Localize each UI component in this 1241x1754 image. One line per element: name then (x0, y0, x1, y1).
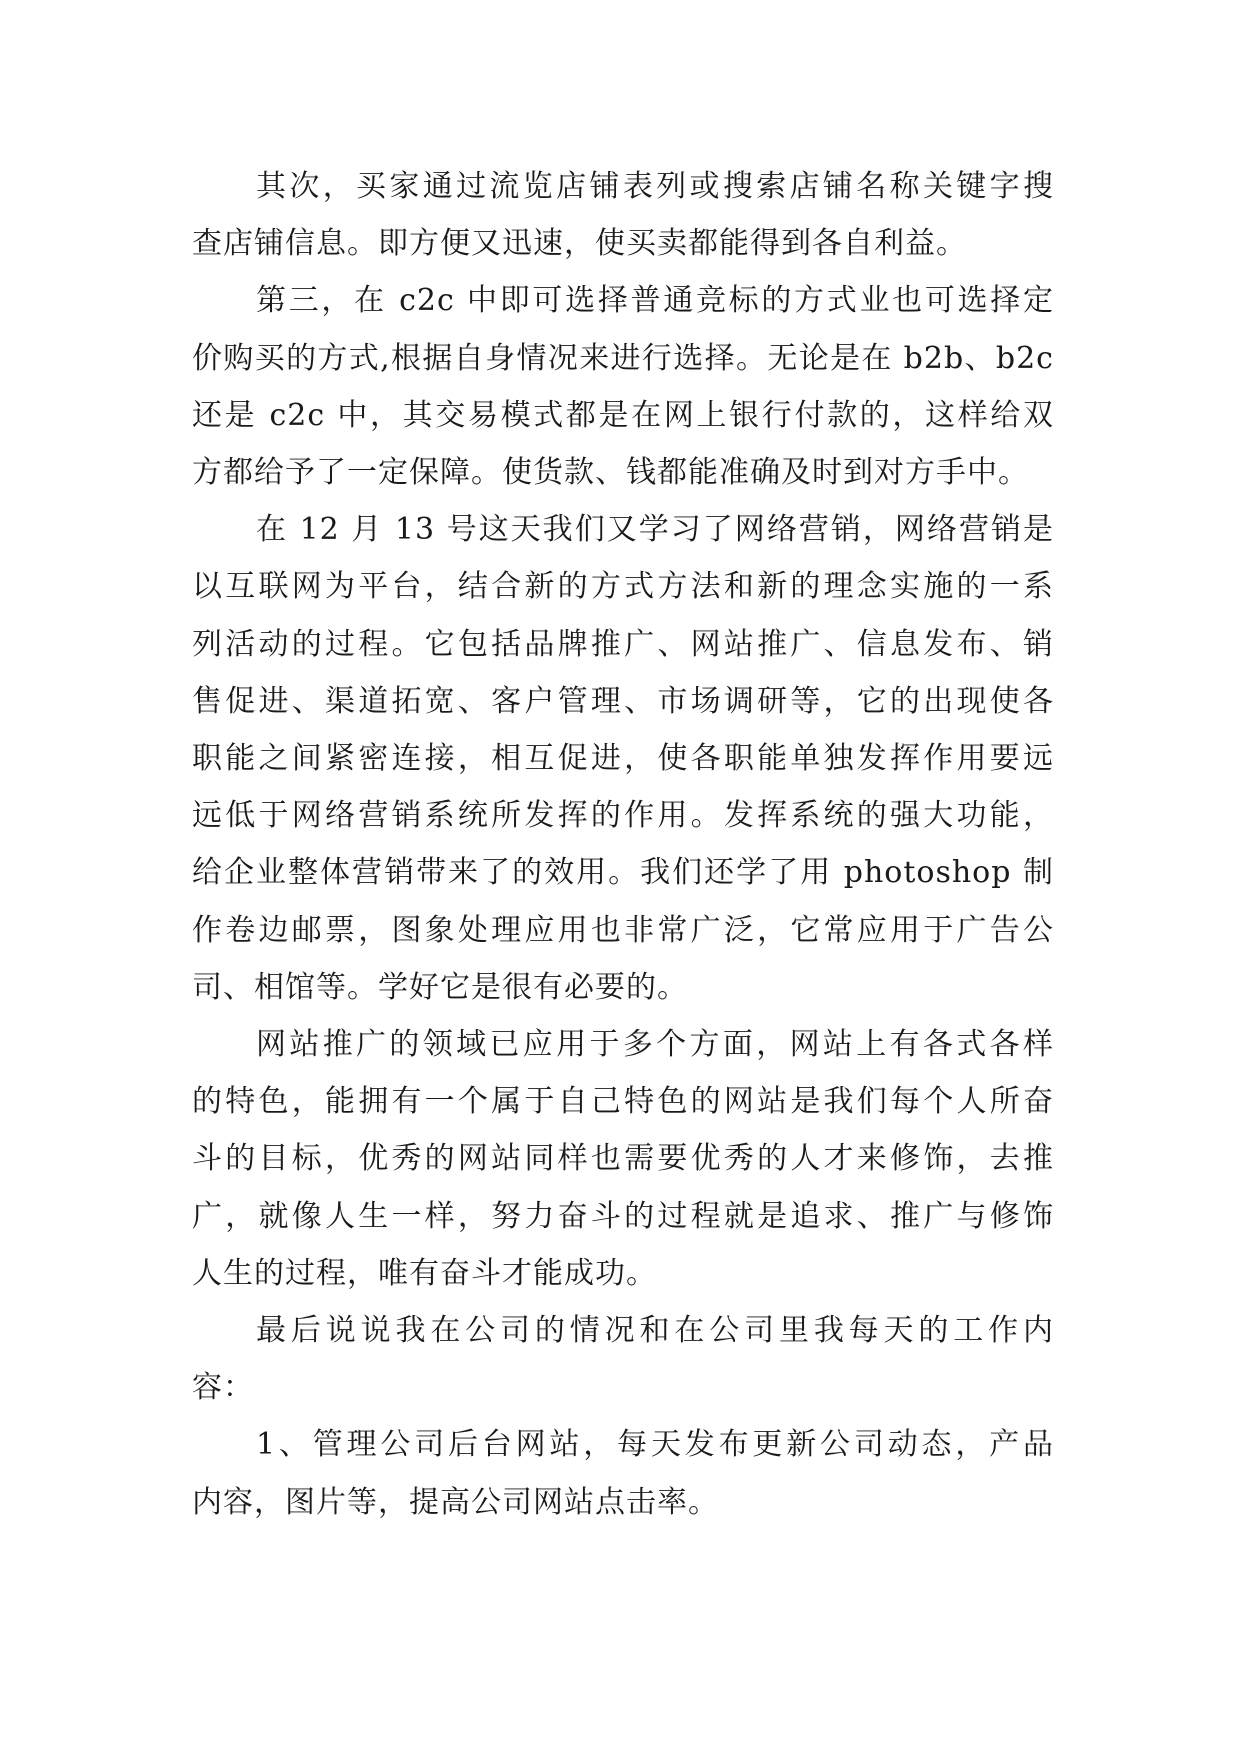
text-line: 方都给予了一定保障。使货款、钱都能准确及时到对方手中。 (192, 455, 1029, 491)
text-line: 斗的目标，优秀的网站同样也需要优秀的人才来修饰，去推 (192, 1141, 1054, 1177)
text-line: 远低于网络营销系统所发挥的作用。发挥系统的强大功能， (192, 798, 1054, 834)
text-line: 的特色，能拥有一个属于自己特色的网站是我们每个人所奋 (192, 1084, 1054, 1120)
text-line: 作卷边邮票，图象处理应用也非常广泛，它常应用于广告公 (192, 912, 1054, 948)
text-line: 还是 c2c 中，其交易模式都是在网上银行付款的，这样给双 (192, 397, 1054, 433)
text-line: 司、相馆等。学好它是很有必要的。 (192, 969, 688, 1005)
paragraph-6 (192, 1416, 1054, 1530)
paragraph-1 (192, 158, 1054, 272)
text-line: 内容，图片等，提高公司网站点击率。 (192, 1484, 719, 1520)
paragraph-5 (192, 1302, 1054, 1416)
text-line: 广，就像人生一样，努力奋斗的过程就是追求、推广与修饰 (192, 1198, 1054, 1234)
text-line: 查店铺信息。即方便又迅速，使买卖都能得到各自利益。 (192, 226, 967, 262)
text-line: 价购买的方式,根据自身情况来进行选择。无论是在 b2b、b2c (192, 340, 1054, 376)
text-line: 其次，买家通过流览店铺表列或搜索店铺名称关键字搜 (256, 169, 1054, 204)
paragraph-3 (192, 501, 1054, 1016)
paragraph-4 (192, 1016, 1054, 1302)
text-line: 容： (192, 1370, 254, 1406)
text-line: 给企业整体营销带来了的效用。我们还学了用 photoshop 制 (192, 855, 1054, 891)
text-line: 网站推广的领域已应用于多个方面，网站上有各式各样 (256, 1027, 1054, 1063)
text-line: 以互联网为平台，结合新的方式方法和新的理念实施的一系 (192, 569, 1054, 605)
paragraph-2 (192, 272, 1054, 501)
text-line: 人生的过程，唯有奋斗才能成功。 (192, 1255, 657, 1291)
text-line: 职能之间紧密连接，相互促进，使各职能单独发挥作用要远 (192, 741, 1054, 777)
text-line: 在 12 月 13 号这天我们又学习了网络营销，网络营销是 (256, 512, 1054, 548)
text-line: 第三，在 c2c 中即可选择普通竞标的方式业也可选择定 (256, 283, 1054, 319)
text-line: 1、管理公司后台网站，每天发布更新公司动态，产品 (256, 1427, 1054, 1463)
text-line: 最后说说我在公司的情况和在公司里我每天的工作内 (256, 1313, 1054, 1349)
text-line: 列活动的过程。它包括品牌推广、网站推广、信息发布、销 (192, 626, 1054, 662)
text-line: 售促进、渠道拓宽、客户管理、市场调研等，它的出现使各 (192, 683, 1054, 719)
document-body (192, 158, 1054, 1531)
